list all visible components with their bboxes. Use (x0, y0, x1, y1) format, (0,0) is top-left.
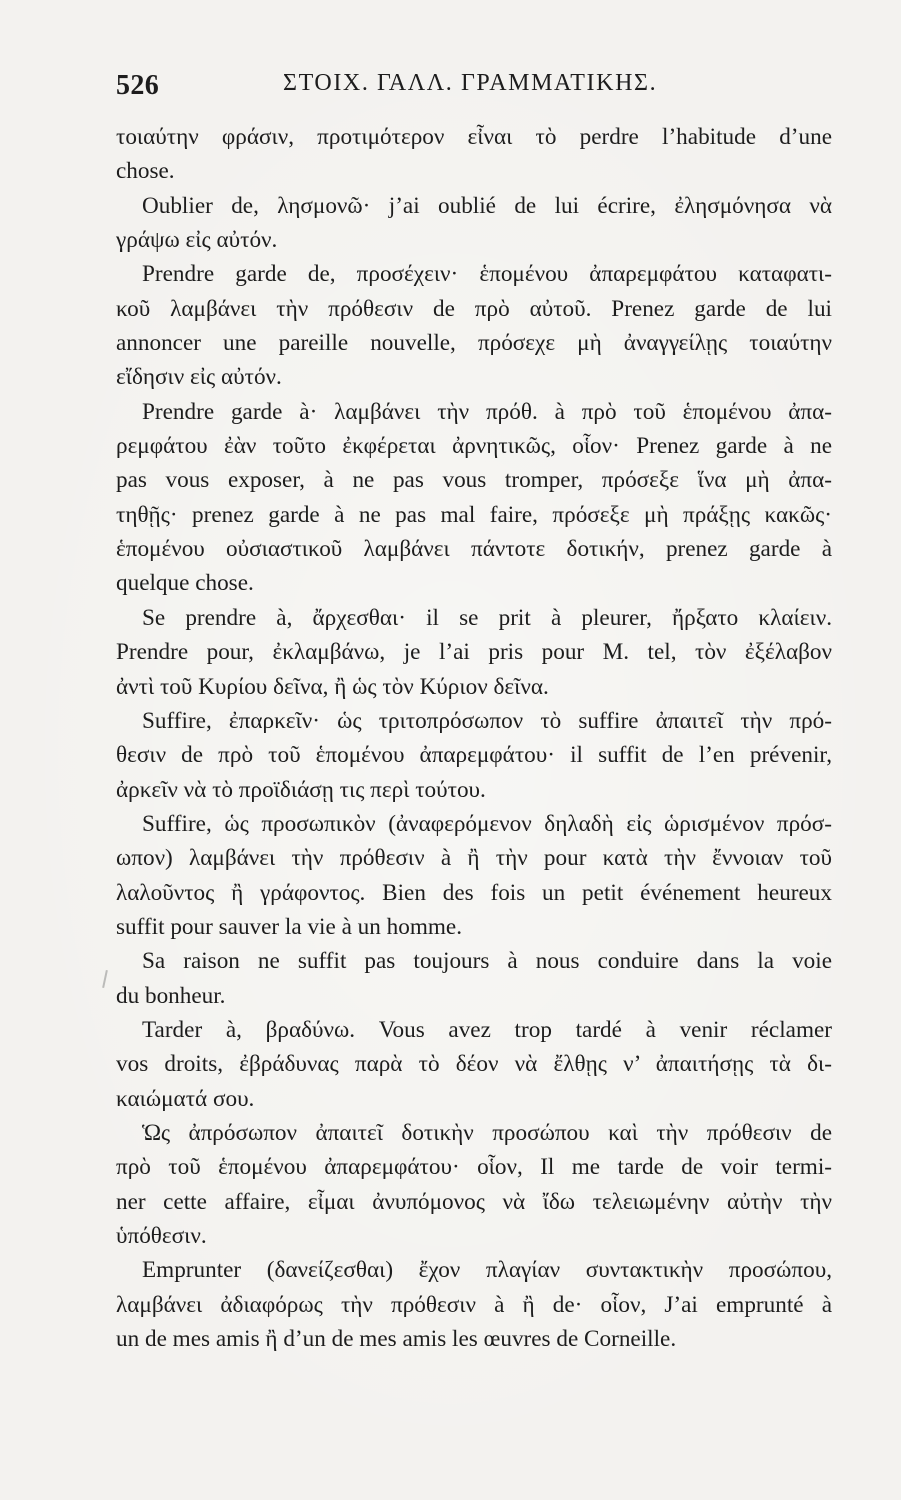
page-header (116, 70, 828, 104)
text-line-6: κοῦ λαμβάνει τὴν πρόθεσιν de πρὸ αὐτοῦ. Prenez garde de lui (116, 295, 832, 322)
text-line-18: Suffire, ἐπαρκεῖν· ὡς τριτοπρόσωπον τὸ suffire ἀπαιτεῖ τὴν πρό- (142, 707, 832, 734)
text-line-20: ἀρκεῖν νὰ τὸ προϊδιάσῃ τις περὶ τούτου. (116, 776, 486, 803)
text-line-35: λαμβάνει ἀδιαφόρως τὴν πρόθεσιν à ἢ de· οἷον, J’ai emprunté à (116, 1291, 832, 1318)
text-line-23: λαλοῦντος ἢ γράφοντος. Bien des fois un petit événement heureux (116, 879, 832, 906)
page-number: 526 (116, 70, 160, 101)
text-line-30: Ὡς ἀπρόσωπον ἀπαιτεῖ δοτικὴν προσώπου καὶ τὴν πρόθεσιν de (142, 1119, 832, 1146)
text-line-14: quelque chose. (116, 570, 254, 597)
text-line-19: θεσιν de πρὸ τοῦ ἑπομένου ἀπαρεμφάτου· il suffit de l’en prévenir, (116, 742, 832, 769)
text-line-1: τοιαύτην φράσιν, προτιμότερον εἶναι τὸ perdre l’habitude d’une (116, 124, 832, 150)
text-line-15: Se prendre à, ἄρχεσθαι· il se prit à pleurer, ἤρξατο κλαίειν. (142, 604, 832, 631)
text-line-8: εἴδησιν εἰς αὐτόν. (116, 364, 282, 391)
text-line-2: chose. (116, 158, 175, 185)
text-line-27: Tarder à, βραδύνω. Vous avez trop tardé à venir réclamer (142, 1016, 832, 1043)
text-line-11: pas vous exposer, à ne pas vous tromper, πρόσεξε ἵνα μὴ ἀπα- (116, 467, 832, 494)
text-line-29: καιώματά σου. (116, 1085, 255, 1112)
text-line-31: πρὸ τοῦ ἑπομένου ἀπαρεμφάτου· οἷον, Il me tarde de voir termi- (116, 1154, 832, 1181)
text-line-7: annoncer une pareille nouvelle, πρόσεχε μὴ ἀναγγείλῃς τοιαύτην (116, 330, 832, 357)
text-line-34: Emprunter (δανείζεσθαι) ἔχον πλαγίαν συντακτικὴν προσώπου, (142, 1257, 832, 1284)
text-line-13: ἑπομένου οὐσιαστικοῦ λαμβάνει πάντοτε δοτικήν, prenez garde à (116, 536, 832, 563)
text-line-10: ρεμφάτου ἐὰν τοῦτο ἐκφέρεται ἀρνητικῶς, οἷον· Prenez garde à ne (116, 433, 832, 460)
text-line-21: Suffire, ὡς προσωπικὸν (ἀναφερόμενον δηλαδὴ εἰς ὡρισμένον πρόσ- (142, 810, 832, 837)
text-line-33: ὑπόθεσιν. (116, 1223, 207, 1249)
text-line-3: Oublier de, λησμονῶ· j’ai oublié de lui écrire, ἐλησμόνησα νὰ (142, 192, 832, 219)
text-line-24: suffit pour sauver la vie à un homme. (116, 913, 463, 940)
text-line-36: un de mes amis ἢ d’un de mes amis les œuvres de Corneille. (116, 1326, 677, 1353)
text-line-32: ner cette affaire, εἶμαι ἀνυπόμονος νὰ ἴδω τελειωμένην αὐτὴν τὴν (116, 1188, 832, 1215)
page-text (116, 120, 832, 1356)
text-line-16: Prendre pour, ἐκλαμβάνω, je l’ai pris pour M. tel, τὸν ἐξέλαβον (116, 639, 832, 666)
text-line-12: τηθῇς· prenez garde à ne pas mal faire, πρόσεξε μὴ πράξῃς κακῶς· (116, 501, 832, 528)
text-line-9: Prendre garde à· λαμβάνει τὴν πρόθ. à πρὸ τοῦ ἑπομένου ἀπα- (142, 398, 832, 425)
text-line-22: ωπον) λαμβάνει τὴν πρόθεσιν à ἢ τὴν pour κατὰ τὴν ἔννοιαν τοῦ (116, 845, 832, 872)
text-line-4: γράψω εἰς αὐτόν. (116, 227, 278, 254)
text-line-17: ἀντὶ τοῦ Κυρίου δεῖνα, ἢ ὡς τὸν Κύριον δεῖνα. (116, 673, 549, 700)
text-line-28: vos droits, ἐβράδυνας παρὰ τὸ δέον νὰ ἔλθῃς ν’ ἀπαιτήσῃς τὰ δι- (116, 1051, 832, 1078)
running-head: ΣΤΟΙΧ. ΓΑΛΛ. ΓΡΑΜΜΑΤΙΚΗΣ. (283, 70, 658, 96)
text-line-26: du bonheur. (116, 982, 226, 1009)
text-line-25: Sa raison ne suffit pas toujours à nous conduire dans la voie (142, 948, 832, 975)
text-line-5: Prendre garde de, προσέχειν· ἑπομένου ἀπαρεμφάτου καταφατι- (142, 261, 832, 288)
margin-mark (102, 970, 108, 988)
